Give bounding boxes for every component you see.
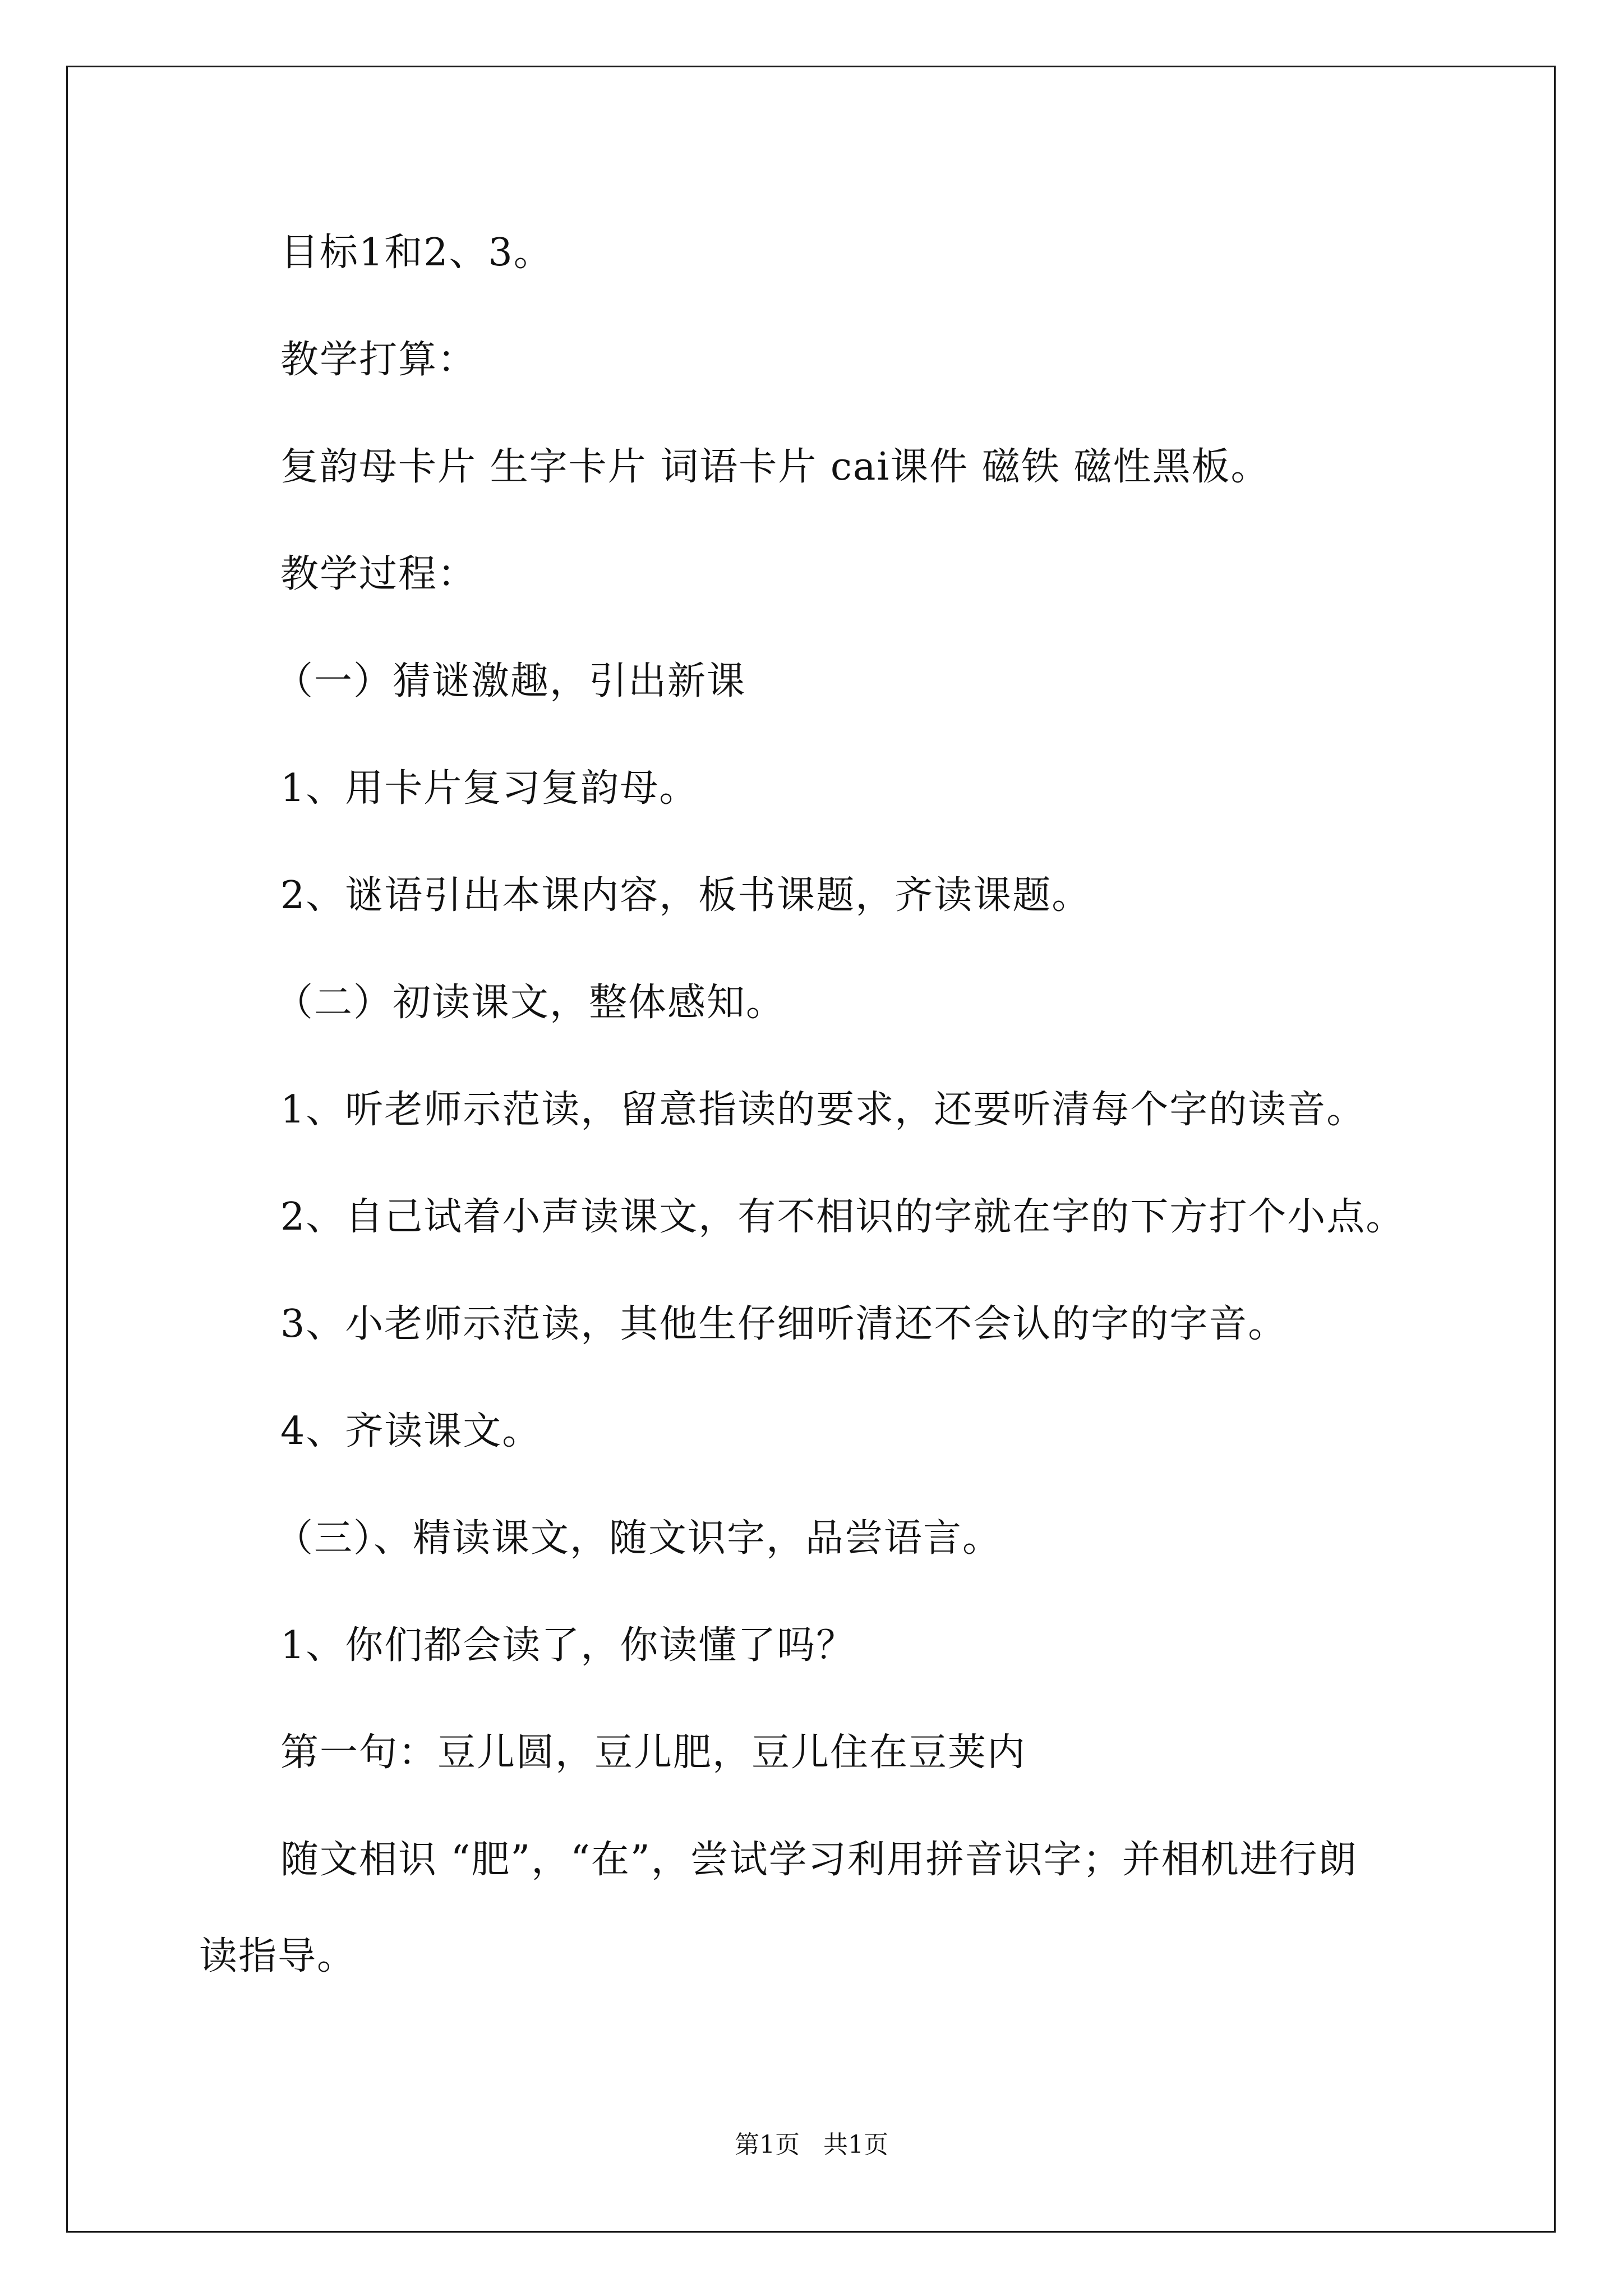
paragraph-10: 2、自己试着小声读课文，有不相识的字就在字的下方打个小点。 (280, 1195, 1405, 1239)
paragraph-15: 第一句：豆儿圆，豆儿肥，豆儿住在豆荚内 (280, 1731, 1027, 1775)
page-number-footer: 第1页 共1页 (735, 2131, 888, 2159)
paragraph-1: 目标1和2、3。 (280, 231, 553, 275)
paragraph-13: （三）、精读课文，随文识字，品尝语言。 (275, 1516, 1002, 1561)
paragraph-3: 复韵母卡片 生字卡片 词语卡片 cai课件 磁铁 磁性黑板。 (280, 445, 1270, 489)
paragraph-16: 随文相识 “肥”，“在”，尝试学习利用拼音识字；并相机进行朗 (280, 1838, 1358, 1882)
paragraph-8: （二）初读课文，整体感知。 (275, 981, 786, 1025)
paragraph-14: 1、你们都会读了，你读懂了吗？ (280, 1623, 856, 1668)
paragraph-12: 4、齐读课文。 (280, 1409, 542, 1453)
paragraph-6: 1、用卡片复习复韵母。 (280, 766, 699, 811)
paragraph-2: 教学打算： (280, 338, 477, 382)
paragraph-9: 1、听老师示范读，留意指读的要求，还要听清每个字的读音。 (280, 1088, 1366, 1132)
paragraph-4: 教学过程： (280, 552, 477, 596)
page-border (66, 66, 1556, 2233)
paragraph-7: 2、谜语引出本课内容，板书课题，齐读课题。 (280, 873, 1091, 918)
paragraph-16-continuation: 读指导。 (199, 1934, 357, 1978)
paragraph-11: 3、小老师示范读，其他生仔细听清还不会认的字的字音。 (280, 1302, 1288, 1346)
paragraph-5: （一）猜谜激趣，引出新课 (275, 659, 746, 703)
